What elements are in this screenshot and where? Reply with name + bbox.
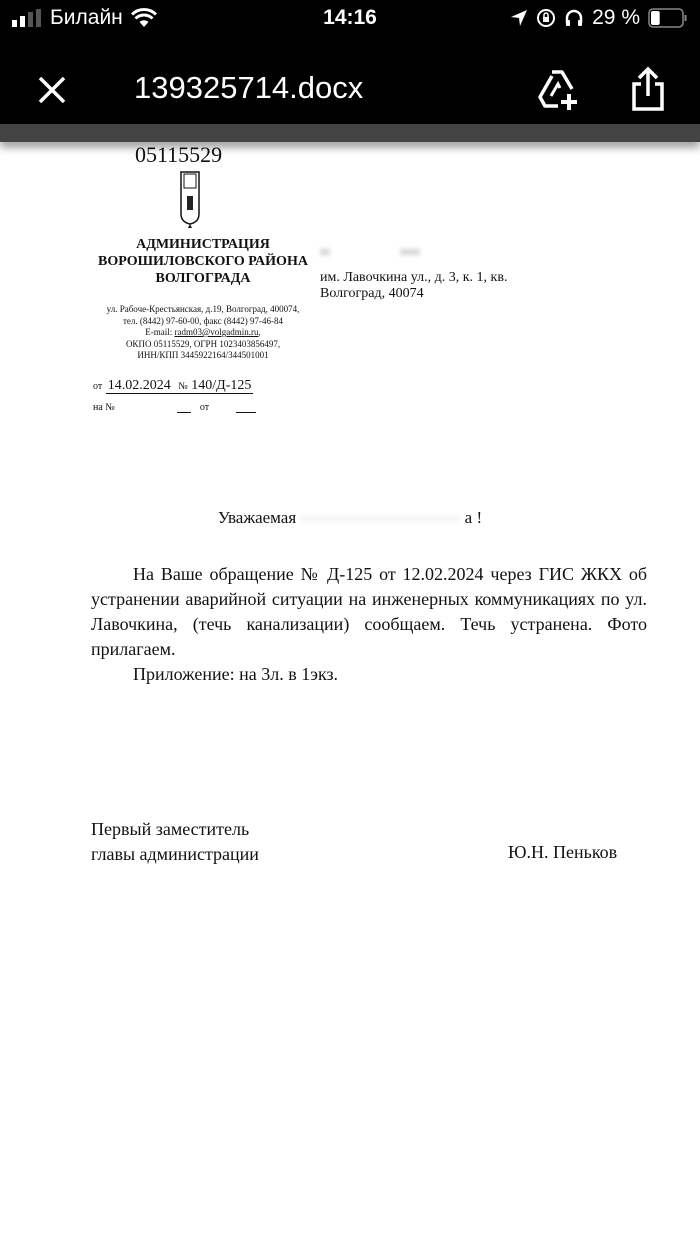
ref-from: от xyxy=(199,402,210,413)
recipient-name-redacted xyxy=(320,244,507,250)
organization-name xyxy=(88,236,318,287)
email-suffix: , xyxy=(258,327,261,337)
letter-body xyxy=(91,562,647,687)
org-email-line xyxy=(88,327,318,339)
number-prefix: № xyxy=(178,381,188,392)
clock: 14:16 xyxy=(323,6,377,29)
greeting-start: Уважаемая xyxy=(217,508,297,527)
date-prefix: от xyxy=(93,381,103,392)
battery-icon xyxy=(648,8,688,28)
toolbar-shadow xyxy=(0,124,700,142)
signer-name: Ю.Н. Пеньков xyxy=(508,842,618,862)
body-attachment: Приложение: на 3л. в 1экз. xyxy=(133,664,339,684)
close-icon[interactable] xyxy=(36,74,68,106)
org-inn: ИНН/КПП 3445922164/344501001 xyxy=(137,350,269,360)
coat-of-arms-icon xyxy=(178,170,202,230)
share-icon[interactable] xyxy=(630,66,666,112)
signer-title xyxy=(91,817,259,867)
headphones-icon xyxy=(564,8,584,28)
document-code: 05115529 xyxy=(135,142,223,167)
greeting xyxy=(0,508,700,528)
body-paragraph: На Ваше обращение № Д-125 от 12.02.2024 через ГИС ЖКХ об устранении аварийной ситуации на инженерных коммуникациях по ул. Лавочкина, (течь канализации) сообщаем. Течь устранена. Фото прилагаем. xyxy=(91,564,647,659)
organization-contacts xyxy=(88,304,318,362)
recipient-city: Волгоград, 40074 xyxy=(320,286,424,301)
email-label: E-mail: xyxy=(145,327,175,337)
email-link[interactable]: radm03@volgadmin.ru xyxy=(174,327,259,337)
ref-prefix: на № xyxy=(93,402,115,413)
document-title: 139325714.docx xyxy=(134,70,364,105)
recipient-address: им. Лавочкина ул., д. 3, к. 1, кв. xyxy=(320,270,508,285)
status-bar xyxy=(0,6,700,36)
reference-line xyxy=(93,402,256,413)
org-line: ВОРОШИЛОВСКОГО РАЙОНА xyxy=(98,254,308,269)
org-line: ВОЛГОГРАДА xyxy=(155,271,251,286)
document-number: 140/Д-125 xyxy=(191,378,252,393)
org-address: ул. Рабоче-Крестьянская, д.19, Волгоград, 400074, xyxy=(106,304,300,314)
recipient-block xyxy=(320,270,507,302)
signer-title-line: Первый заместитель xyxy=(91,819,250,839)
org-phones: тел. (8442) 97-60-00, факс (8442) 97-46-84 xyxy=(122,315,284,326)
document-date: 14.02.2024 xyxy=(107,378,171,393)
add-to-drive-icon[interactable] xyxy=(536,68,580,112)
greeting-name-redacted xyxy=(300,516,460,522)
org-okpo: ОКПО 05115529, ОГРН 1023403856497, xyxy=(125,338,281,349)
outgoing-date-number xyxy=(93,378,253,394)
signer-title-line: главы администрации xyxy=(91,844,259,864)
document-page xyxy=(0,142,700,1245)
carrier-name: Билайн xyxy=(50,6,123,29)
greeting-end: а ! xyxy=(464,508,483,527)
rotation-lock-icon xyxy=(536,8,556,28)
battery-percent: 29 % xyxy=(592,6,640,29)
location-icon xyxy=(510,9,528,27)
org-line: АДМИНИСТРАЦИЯ xyxy=(136,237,270,252)
document-toolbar xyxy=(0,66,700,116)
top-bar xyxy=(0,0,700,124)
